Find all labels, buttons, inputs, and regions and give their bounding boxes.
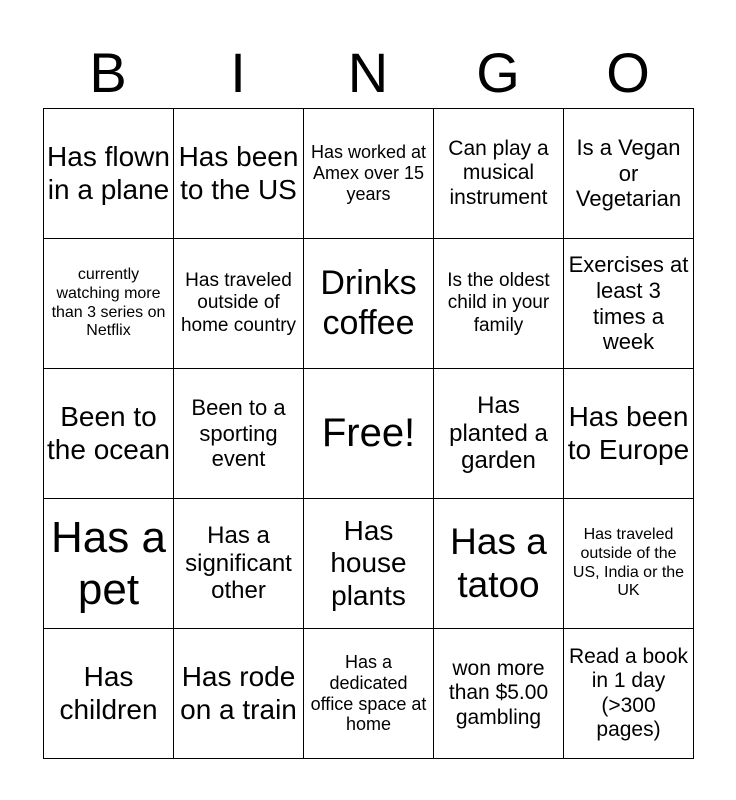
bingo-cell: Has a significant other <box>174 499 304 629</box>
bingo-row <box>44 499 694 629</box>
bingo-cell: Is a Vegan or Vegetarian <box>564 109 694 239</box>
bingo-cell: Been to a sporting event <box>174 369 304 499</box>
bingo-row <box>44 629 694 759</box>
bingo-row <box>44 109 694 239</box>
bingo-row <box>44 369 694 499</box>
bingo-cell: won more than $5.00 gambling <box>434 629 564 759</box>
bingo-cell: Drinks coffee <box>304 239 434 369</box>
bingo-cell: Is the oldest child in your family <box>434 239 564 369</box>
bingo-cell: Has a dedicated office space at home <box>304 629 434 759</box>
bingo-cell: Has planted a garden <box>434 369 564 499</box>
bingo-cell: currently watching more than 3 series on Netflix <box>44 239 174 369</box>
bingo-cell: Exercises at least 3 times a week <box>564 239 694 369</box>
bingo-row <box>44 239 694 369</box>
bingo-cell: Has traveled outside of the US, India or the UK <box>564 499 694 629</box>
header-letter-g: G <box>476 41 520 104</box>
bingo-cell: Been to the ocean <box>44 369 174 499</box>
header-letter-o: O <box>606 41 650 104</box>
bingo-cell: Has children <box>44 629 174 759</box>
bingo-cell: Has worked at Amex over 15 years <box>304 109 434 239</box>
header-letter-n: N <box>347 41 389 104</box>
bingo-cell: Has been to the US <box>174 109 304 239</box>
bingo-header <box>43 38 693 108</box>
bingo-cell: Has house plants <box>304 499 434 629</box>
bingo-cell: Has rode on a train <box>174 629 304 759</box>
header-letter-b: B <box>89 41 127 104</box>
bingo-cell: Has been to Europe <box>564 369 694 499</box>
bingo-cell: Has a pet <box>44 499 174 629</box>
bingo-cell: Can play a musical instrument <box>434 109 564 239</box>
bingo-cell: Has traveled outside of home country <box>174 239 304 369</box>
bingo-cell-free: Free! <box>304 369 434 499</box>
bingo-grid <box>43 108 694 759</box>
bingo-cell: Has flown in a plane <box>44 109 174 239</box>
bingo-cell: Read a book in 1 day (>300 pages) <box>564 629 694 759</box>
bingo-cell: Has a tatoo <box>434 499 564 629</box>
header-letter-i: I <box>230 41 246 104</box>
